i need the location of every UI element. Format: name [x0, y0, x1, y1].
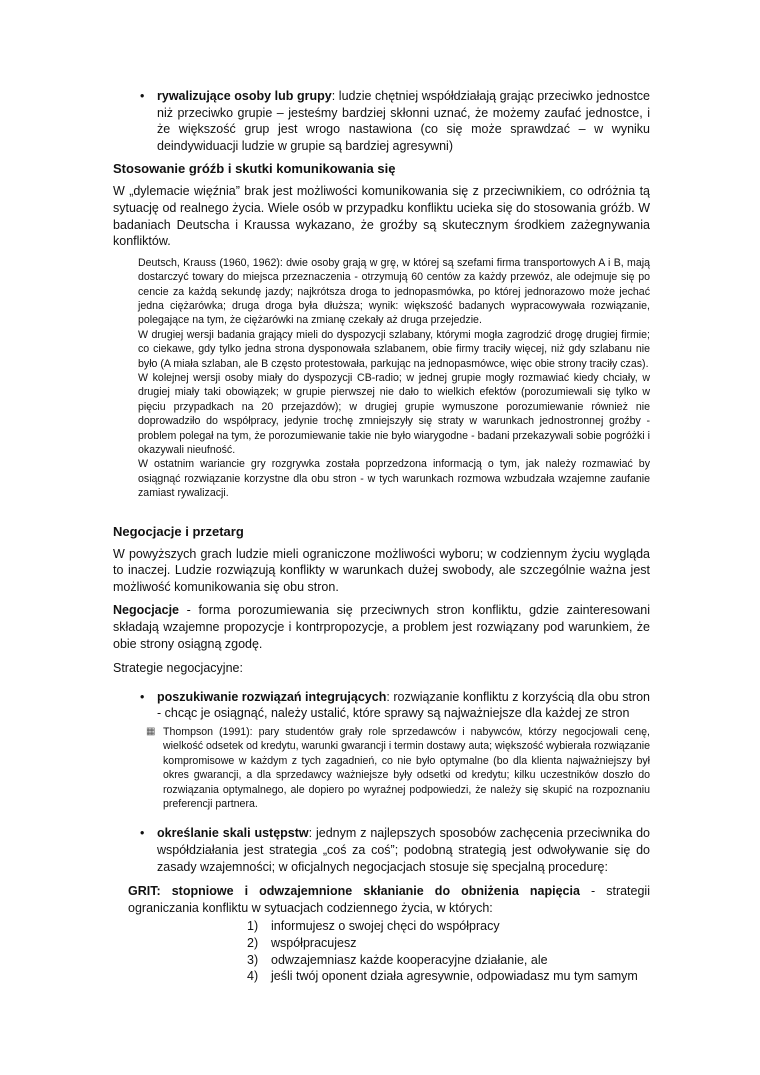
strategies-label: Strategie negocjacyjne: [113, 661, 243, 676]
study-paragraph-1: Deutsch, Krauss (1960, 1962): dwie osoby grają w grę, w której są szefami firma transportowych A i B, mają dostarczyć towary do miejsca przeznaczenia - otrzymują 60 centów za każdy przewóz, ale odejmuje się po cencie za każdą sekundę jazdy; najkrótsza droga to jednopasmówka, po której jednorazowo może jechać jedna ciężarówka; druga droga była dłuższa; wynik: większość badanych wypracowywała rozwiązanie, polegające na tym, że ciężarówki na zmianę czekały aż druga przejedzie. [138, 256, 650, 327]
grit-block [128, 883, 650, 985]
grit-lead: GRIT: stopniowe i odwzajemnione skłanianie do obniżenia napięcia [128, 884, 580, 899]
bullet-concessions-lead: określanie skali ustępstw [157, 826, 309, 841]
grit-step-3-text: odwzajemniasz każde kooperacyjne działanie, ale [271, 952, 548, 967]
bullet-integrative-lead: poszukiwanie rozwiązań integrujących [157, 689, 387, 704]
thompson-note-text: Thompson (1991): pary studentów grały role sprzedawców i nabywców, którzy negocjowali cenę, wielkość odsetek od kredytu, warunki gwarancji i termin dostawy auta; większość wybierała rozwiązanie kompromisowe w każdym z tych zagadnień, co nie było optymalne (bo dla klienta najważniejszy był okres gwarancji, a dla sprzedawcy ważniejsze były odsetki od kredytu; kilku uczestników doszło do rozwiązania optymalnego, ale dopiero po wyraźnej podpowiedzi, że należy się skupić na rozpoznaniu preferencji partnera. [163, 726, 650, 811]
grit-step-3-number: 3) [247, 952, 259, 967]
grit-step-2-text: współpracujesz [271, 936, 357, 950]
grit-step-1 [247, 918, 650, 935]
deutsch-krauss-study-block [138, 256, 650, 501]
threats-intro-paragraph: W „dylemacie więźnia” brak jest możliwości komunikowania się z przeciwnikiem, co odróżnia tą sytuację od realnego życia. Wiele osób w przypadku konfliktu ucieka się do stosowania gróźb. W badaniach Deutscha i Kraussa wykazano, że groźby są skutecznym środkiem zażegnywania konfliktów. [113, 184, 650, 249]
bullet-rivalry-rest: : ludzie chętniej współdziałają grając przeciwko jednostce niż przeciwko grupie – jesteśmy bardziej skłonni uznać, że możemy zaufać jednostce, i że większość grup jest wrogo nastawiona (co się może sprawdzać – w wyniku deindywiduacji ludzie w grupie są bardziej agresywni) [157, 89, 650, 153]
bullet-concessions [140, 825, 650, 875]
bullet-icon: • [140, 89, 145, 103]
bullet-integrative-text [157, 689, 650, 722]
grit-step-4-number: 4) [247, 969, 259, 984]
grit-step-4 [247, 968, 650, 985]
thompson-note [146, 725, 650, 811]
section-heading-threats: Stosowanie gróźb i skutki komunikowania się [113, 161, 396, 177]
study-paragraph-4: W ostatnim wariancie gry rozgrywka została poprzedzona informacją o tym, jak należy rozmawiać by osiągnąć rozwiązanie korzystne dla obu stron - w tych warunkach rozmowa wzbudzała wzajemne zaufanie zamiast rywalizacji. [138, 458, 650, 500]
table-icon: ▦ [146, 726, 156, 737]
grit-paragraph [128, 883, 650, 916]
negotiations-intro-paragraph: W powyższych grach ludzie mieli ograniczone możliwości wyboru; w codziennym życiu wygląda to inaczej. Ludzie rozwiązują konflikty w warunkach dużej swobody, ale szczególnie ważna jest możliwość komunikowania się obu stron. [113, 546, 650, 594]
grit-step-1-text: informujesz o swojej chęci do współpracy [271, 919, 500, 934]
grit-step-4-text: jeśli twój oponent działa agresywnie, odpowiadasz mu tym samym [271, 969, 638, 984]
grit-rest: - strategii ograniczania konfliktu w sytuacjach codziennego życia, w których: [128, 884, 650, 915]
grit-step-2 [247, 935, 650, 952]
page-content [113, 88, 650, 985]
section-heading-negotiations: Negocjacje i przetarg [113, 523, 244, 539]
negotiations-definition-rest: - forma porozumiewania się przeciwnych stron konfliktu, gdzie zainteresowani składają wzajemne propozycje i kontrpropozycje, a problem jest rozwiązany pod warunkiem, że obie strony osiągną zgodę. [113, 603, 650, 651]
bullet-rivalry [140, 88, 650, 154]
grit-step-2-number: 2) [247, 936, 259, 950]
negotiations-definition-lead: Negocjacje [113, 603, 180, 618]
bullet-icon: • [140, 689, 145, 704]
grit-step-1-number: 1) [247, 919, 259, 934]
grit-steps-list [247, 918, 650, 984]
bullet-concessions-text [157, 825, 650, 875]
bullet-rivalry-lead: rywalizujące osoby lub grupy [157, 89, 332, 103]
study-paragraph-3: W kolejnej wersji osoby miały do dyspozycji CB-radio; w jednej grupie mogły rozmawiać kiedy chciały, w drugiej miały taki obowiązek; w grupie pierwszej nie dało to wielkich efektów (porozumiewali się tylko w pięciu przypadkach na 20 przejazdów); w drugiej grupie wymuszone porozumiewanie również nie doprowadziło do współpracy, jedynie trochę zmniejszyły się straty w warunkach jednostronnej groźby - problem polegał na tym, że porozumiewanie takie nie było wiarygodne - badani przekazywali sobie pogróżki i okazywali nieufność. [138, 372, 650, 457]
negotiations-definition-paragraph [113, 602, 650, 652]
bullet-integrative-rest: : rozwiązanie konfliktu z korzyścią dla obu stron - chcąc je osiągnąć, należy ustalić, które sprawy są najważniejsze dla każdej ze stron [157, 689, 650, 721]
bullet-icon: • [140, 826, 145, 841]
bullet-concessions-rest: : jednym z najlepszych sposobów zachęcenia przeciwnika do współdziałania jest strategia „coś za coś”; podobną strategią jest odwoływanie się do zasady wzajemności; w oficjalnych negocjacjach stosuje się specjalną procedurę: [157, 826, 650, 874]
bullet-integrative [140, 689, 650, 722]
grit-step-3 [247, 952, 650, 969]
study-paragraph-2: W drugiej wersji badania grający mieli do dyspozycji szlabany, którymi mogła zagrodzić drogę drugiej firmie; co ciekawe, gdy tylko jedna strona dysponowała szlabanem, obie firmy traciły więcej, niż gdy szlabanu nie było (A miała szlaban, ale B często protestowała, parkując na jednopasmówce, więc obie strony traciły czas). [138, 328, 650, 370]
bullet-rivalry-text [157, 88, 650, 154]
